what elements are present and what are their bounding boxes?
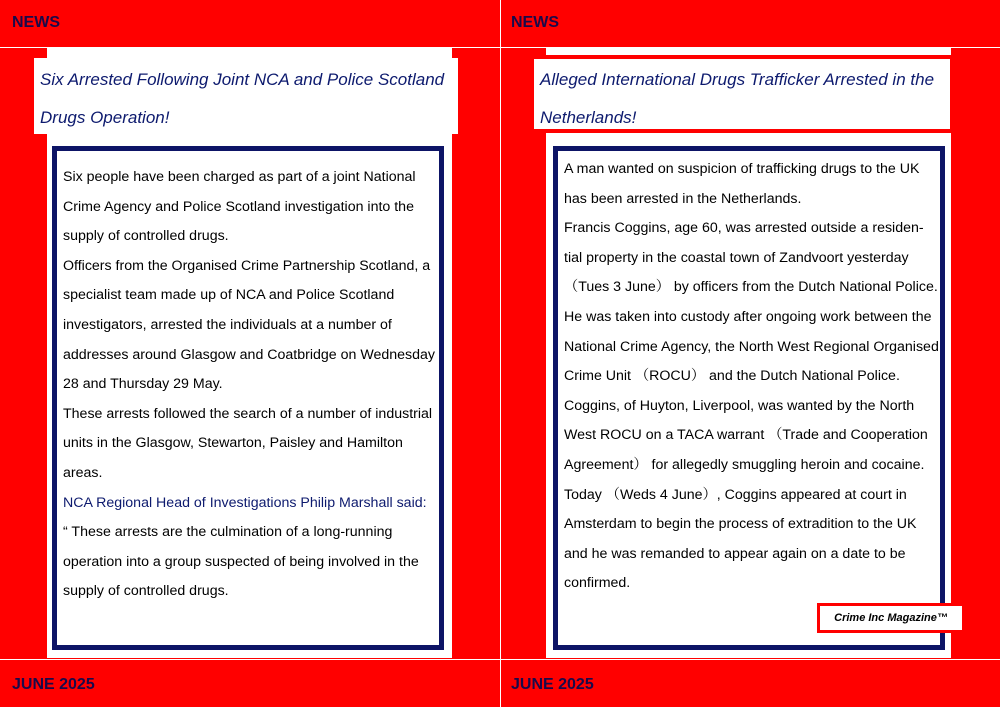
quote-attribution: NCA Regional Head of Investigations Philip Marshall said:	[63, 494, 427, 511]
header-rule	[0, 47, 1000, 48]
quote-text: “ These arrests are the culmination of a long-running operation into a group suspected of being involved in the supply of controlled drugs.	[63, 524, 419, 600]
article-paragraph: Officers from the Organised Crime Partnership Scotland, a specialist team made up of NCA and Police Scotland investigators, arrested the individuals at a number of addresses around Glasgow and Coatbridge on Wednesday 28 and Thursday 29 May.	[63, 257, 436, 393]
right-page	[501, 0, 1000, 707]
headline: Alleged International Drugs Trafficker Arrested in the Netherlands!	[540, 70, 935, 127]
magazine-brand: Crime Inc Magazine™	[817, 603, 965, 633]
page-divider	[500, 0, 501, 707]
article-body	[564, 155, 940, 599]
headline: Six Arrested Following Joint NCA and Police Scotland Drugs Operation!	[40, 70, 445, 127]
article-paragraph: Six people have been charged as part of a joint National Crime Agency and Police Scotland investigation into the supply of controlled drugs.	[63, 169, 416, 245]
section-label: NEWS	[511, 14, 559, 31]
footer-rule	[0, 659, 1000, 660]
article-box	[553, 146, 945, 650]
headline-box	[530, 55, 954, 133]
article-body	[63, 163, 435, 607]
article-paragraph: A man wanted on suspicion of trafficking drugs to the UK has been arrested in the Netherlands.	[564, 161, 920, 207]
footer-date: JUNE 2025	[511, 676, 594, 693]
section-label: NEWS	[12, 14, 60, 31]
article-paragraph: Francis Coggins, age 60, was arrested outside a residen-tial property in the coastal town of Zandvoort yesterday （Tues 3 June） by officers from the Dutch National Police. He was taken into custody after ongoing work between the National Crime Agency, the North West Regional Organised Crime Unit （ROCU） and the Dutch National Police.	[564, 220, 939, 385]
article-box	[52, 146, 444, 650]
article-paragraph: Coggins, of Huyton, Liverpool, was wanted by the North West ROCU on a TACA warrant （Trade and Cooperation Agreement） for allegedly smuggling heroin and cocaine. Today （Weds 4 June）, Coggins appeared at court in Amsterdam to begin the process of extradition to the UK and he was remanded to appear again on a date to be confirmed.	[564, 397, 928, 592]
headline-box	[34, 58, 458, 134]
article-paragraph: These arrests followed the search of a number of industrial units in the Glasgow, Stewarton, Paisley and Hamilton areas.	[63, 405, 433, 481]
footer-date: JUNE 2025	[12, 676, 95, 693]
